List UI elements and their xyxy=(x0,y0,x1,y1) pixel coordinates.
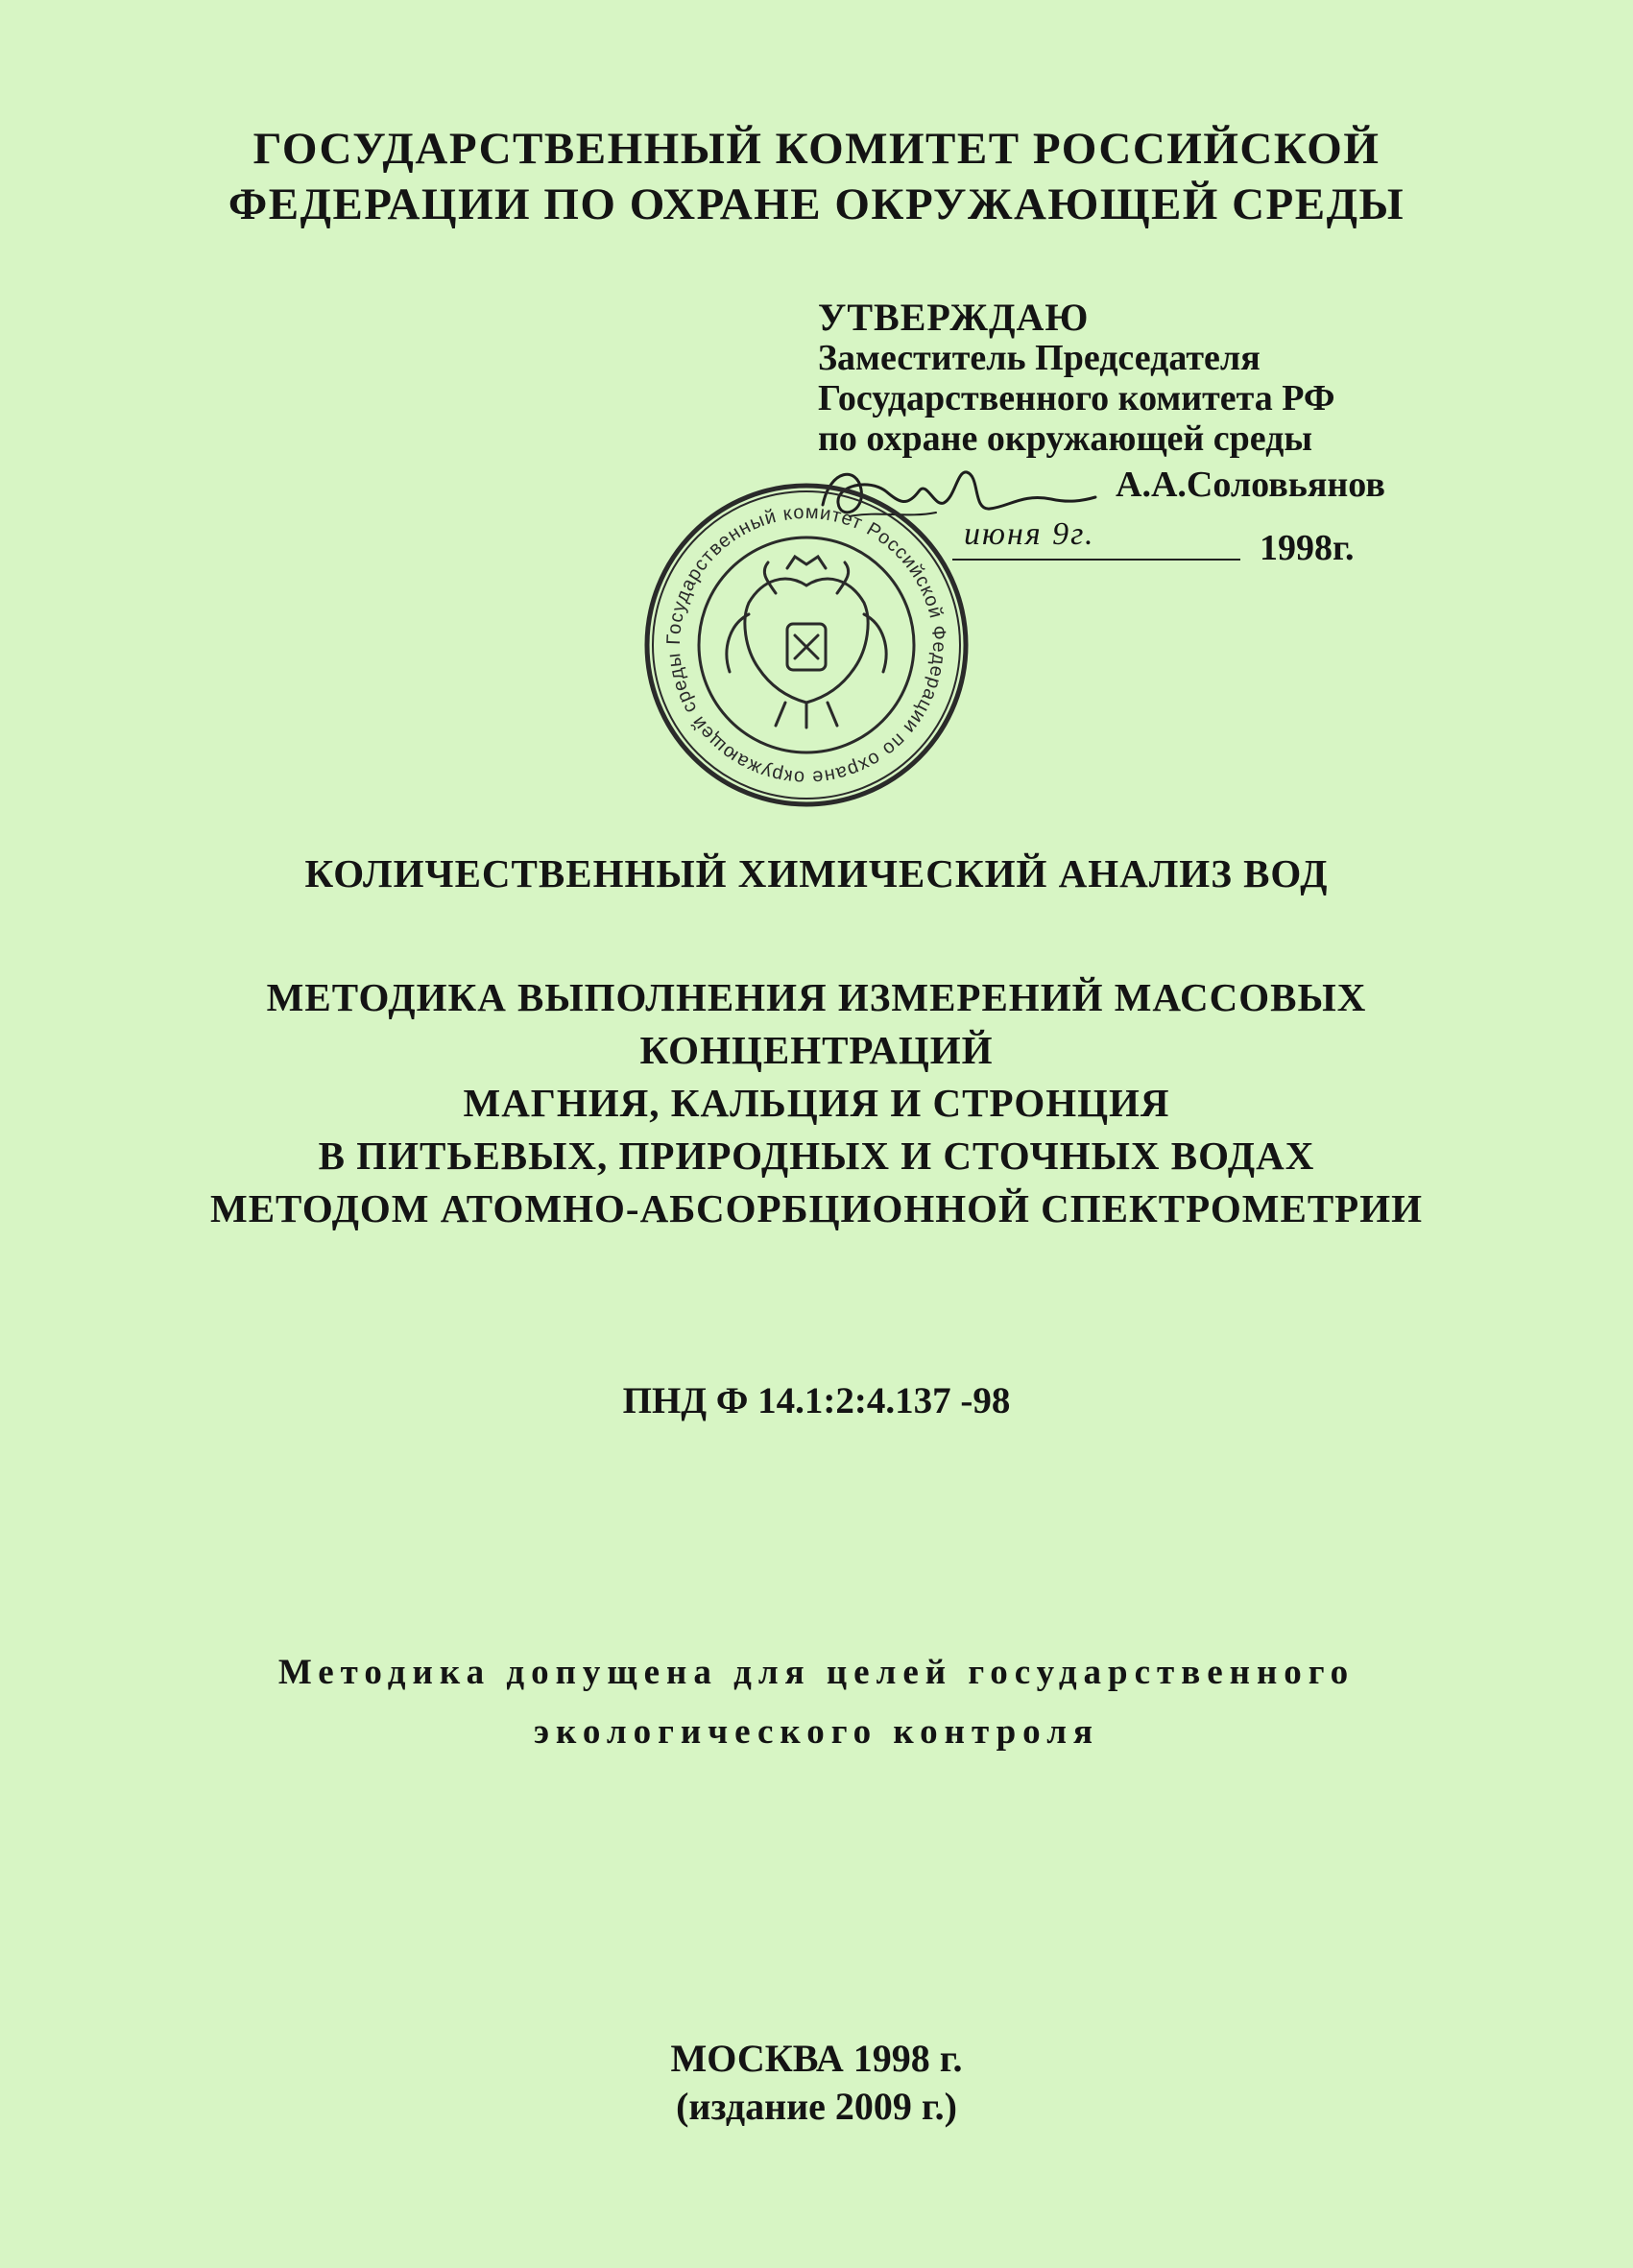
edition-note: (издание 2009 г.) xyxy=(676,2085,957,2128)
signatory-name: А.А.Соловьянов xyxy=(1116,465,1385,505)
authority-line-1: ГОСУДАРСТВЕННЫЙ КОМИТЕТ РОССИЙСКОЙ xyxy=(252,124,1381,174)
title-line-1: МЕТОДИКА ВЫПОЛНЕНИЯ ИЗМЕРЕНИЙ МАССОВЫХ xyxy=(266,975,1367,1019)
title-line-3: МАГНИЯ, КАЛЬЦИЯ И СТРОНЦИЯ xyxy=(463,1081,1170,1125)
document-code: ПНД Ф 14.1:2:4.137 -98 xyxy=(622,1380,1011,1421)
approval-position-line-2: Государственного комитета РФ xyxy=(818,378,1335,418)
approval-heading: УТВЕРЖДАЮ xyxy=(818,296,1090,339)
note-line-1: Методика допущена для целей государственного xyxy=(277,1653,1356,1692)
approval-year: 1998г. xyxy=(1260,528,1355,568)
note-line-2: экологического контроля xyxy=(534,1712,1099,1752)
issuing-authority xyxy=(0,121,1633,232)
seal-text: Государственный комитет Российской Федерации по охране окружающей среды xyxy=(662,501,950,789)
publication-info xyxy=(0,2035,1633,2131)
title-line-2: КОНЦЕНТРАЦИЙ xyxy=(639,1028,994,1072)
handwritten-date: июня 9г. xyxy=(964,516,1095,552)
title-line-5: МЕТОДОМ АТОМНО-АБСОРБЦИОННОЙ СПЕКТРОМЕТРИИ xyxy=(210,1186,1423,1230)
document-title xyxy=(0,971,1633,1235)
document-subject: КОЛИЧЕСТВЕННЫЙ ХИМИЧЕСКИЙ АНАЛИЗ ВОД xyxy=(304,851,1329,895)
publication-city-year: МОСКВА 1998 г. xyxy=(670,2037,963,2080)
double-headed-eagle-icon xyxy=(727,557,886,728)
date-rule xyxy=(952,559,1240,561)
approval-position-line-3: по охране окружающей среды xyxy=(818,418,1313,459)
authority-line-2: ФЕДЕРАЦИИ ПО ОХРАНЕ ОКРУЖАЮЩЕЙ СРЕДЫ xyxy=(228,179,1405,229)
approval-position-line-1: Заместитель Председателя xyxy=(818,338,1261,378)
title-line-4: В ПИТЬЕВЫХ, ПРИРОДНЫХ И СТОЧНЫХ ВОДАХ xyxy=(318,1134,1315,1178)
approval-note xyxy=(0,1643,1633,1762)
official-seal xyxy=(641,480,972,810)
